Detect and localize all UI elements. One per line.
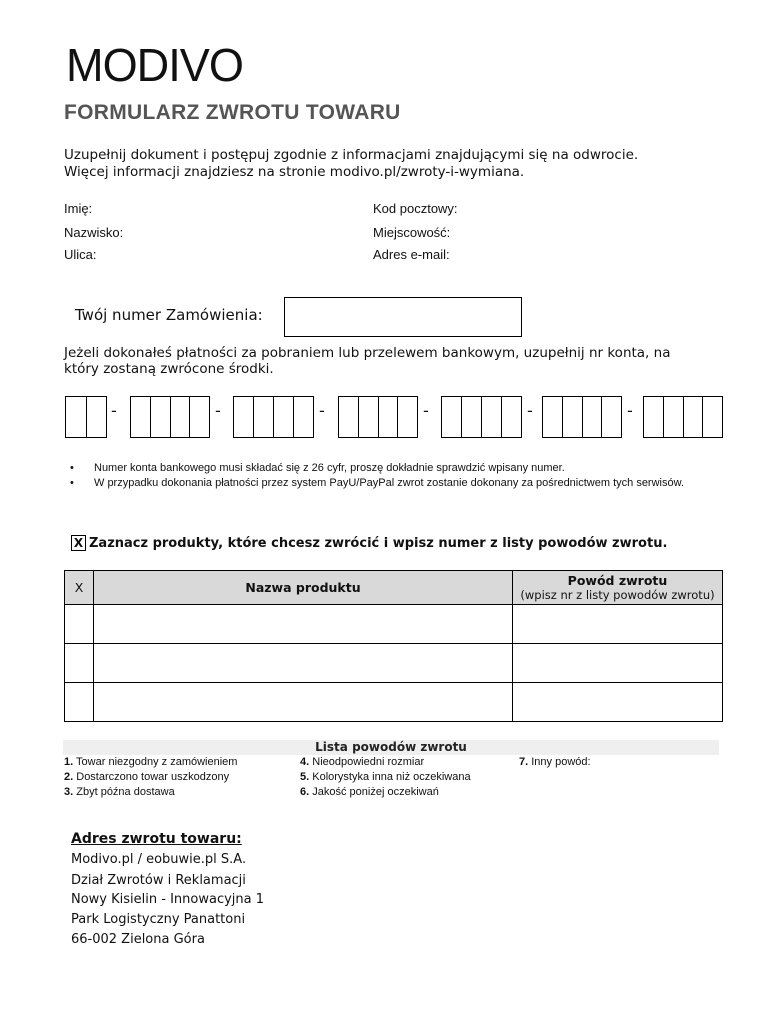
return-address-line: Modivo.pl / eobuwie.pl S.A. <box>71 852 247 867</box>
page-title: FORMULARZ ZWROTU TOWARU <box>64 101 401 124</box>
reason-text: Inny powód: <box>531 756 591 768</box>
reason-item <box>300 786 439 798</box>
account-info-line-1: Jeżeli dokonałeś płatności za pobraniem lub przelewem bankowym, uzupełnij nr konta, na <box>64 345 671 361</box>
select-cell[interactable] <box>65 683 94 722</box>
select-products-instruction <box>71 535 667 551</box>
return-address-line: Nowy Kisielin - Innowacyjna 1 <box>71 892 265 907</box>
bullet: • <box>70 462 74 474</box>
account-group-7[interactable] <box>643 396 723 438</box>
reason-text: Kolorystyka inna niż oczekiwana <box>312 771 471 783</box>
account-separator: - <box>111 401 117 420</box>
reason-text: Dostarczono towar uszkodzony <box>76 771 230 783</box>
account-group-4[interactable] <box>338 396 418 438</box>
product-name-cell[interactable] <box>94 644 513 683</box>
reason-number: 1. <box>64 756 74 768</box>
reason-item <box>64 786 175 798</box>
account-separator: - <box>215 401 221 420</box>
return-address-line: Dział Zwrotów i Reklamacji <box>71 873 246 888</box>
reason-item <box>519 756 591 768</box>
account-separator: - <box>423 401 429 420</box>
reason-item <box>64 771 229 783</box>
reason-number: 4. <box>300 756 310 768</box>
note-text: Numer konta bankowego musi składać się z 26 cyfr, proszę dokładnie sprawdzić wpisany numer. <box>94 462 565 474</box>
reason-number: 6. <box>300 786 310 798</box>
table-header <box>65 571 723 605</box>
account-separator: - <box>319 401 325 420</box>
product-name-cell[interactable] <box>94 605 513 644</box>
account-notes <box>70 461 710 491</box>
account-group-2[interactable] <box>130 396 210 438</box>
table-row <box>65 683 723 722</box>
products-table <box>64 570 723 722</box>
account-group-6[interactable] <box>542 396 622 438</box>
city-label: Miejscowość: <box>373 225 451 240</box>
col-product-name-header: Nazwa produktu <box>94 571 513 605</box>
col-return-reason-header <box>513 571 723 605</box>
note-item <box>70 461 710 476</box>
modivo-logo: MODIVO <box>66 39 243 91</box>
reason-text: Towar niezgodny z zamówieniem <box>76 756 238 768</box>
reason-cell[interactable] <box>513 644 723 683</box>
return-address-line: Park Logistyczny Panattoni <box>71 912 246 927</box>
account-group-5[interactable] <box>441 396 522 438</box>
reason-cell[interactable] <box>513 683 723 722</box>
reason-item <box>64 756 237 768</box>
first-name-label: Imię: <box>64 201 93 216</box>
street-label: Ulica: <box>64 247 97 262</box>
account-separator: - <box>627 401 633 420</box>
select-cell[interactable] <box>65 644 94 683</box>
checkbox-example: X <box>71 535 86 551</box>
email-label: Adres e-mail: <box>373 247 450 262</box>
order-number-label: Twój numer Zamówienia: <box>75 306 263 324</box>
return-address-title: Adres zwrotu towaru: <box>71 831 242 847</box>
last-name-label: Nazwisko: <box>64 225 124 240</box>
account-info-line-2: który zostaną zwrócone środki. <box>64 361 274 377</box>
note-item <box>70 476 710 491</box>
select-cell[interactable] <box>65 605 94 644</box>
reason-number: 3. <box>64 786 74 798</box>
reason-item <box>300 756 424 768</box>
note-text: W przypadku dokonania płatności przez system PayU/PayPal zwrot zostanie dokonany za pośrednictwem tych serwisów. <box>94 477 684 489</box>
account-separator: - <box>527 401 533 420</box>
order-number-field[interactable] <box>284 297 522 337</box>
reason-text: Zbyt późna dostawa <box>76 786 175 798</box>
select-instruction-text: Zaznacz produkty, które chcesz zwrócić i wpisz numer z listy powodów zwrotu. <box>89 535 668 551</box>
intro-line-2: Więcej informacji znajdziesz na stronie modivo.pl/zwroty-i-wymiana. <box>64 164 525 180</box>
reason-number: 7. <box>519 756 529 768</box>
reason-text: Nieodpowiedni rozmiar <box>312 756 425 768</box>
bank-account-fields <box>65 396 725 438</box>
account-group-3[interactable] <box>233 396 314 438</box>
table-row <box>65 605 723 644</box>
reason-cell[interactable] <box>513 605 723 644</box>
bullet: • <box>70 477 74 489</box>
reason-item <box>300 771 471 783</box>
return-reason-subtitle: (wpisz nr z listy powodów zwrotu) <box>520 588 715 602</box>
reason-text: Jakość poniżej oczekiwań <box>312 786 439 798</box>
col-select-header: X <box>65 571 94 605</box>
return-address-line: 66-002 Zielona Góra <box>71 932 205 947</box>
reason-number: 5. <box>300 771 310 783</box>
postal-code-label: Kod pocztowy: <box>373 201 458 216</box>
account-group-1[interactable] <box>65 396 107 438</box>
table-row <box>65 644 723 683</box>
return-reason-title: Powód zwrotu <box>567 573 668 588</box>
product-name-cell[interactable] <box>94 683 513 722</box>
reason-number: 2. <box>64 771 74 783</box>
intro-line-1: Uzupełnij dokument i postępuj zgodnie z informacjami znajdującymi się na odwrocie. <box>64 147 639 163</box>
reasons-list-title: Lista powodów zwrotu <box>63 740 719 755</box>
